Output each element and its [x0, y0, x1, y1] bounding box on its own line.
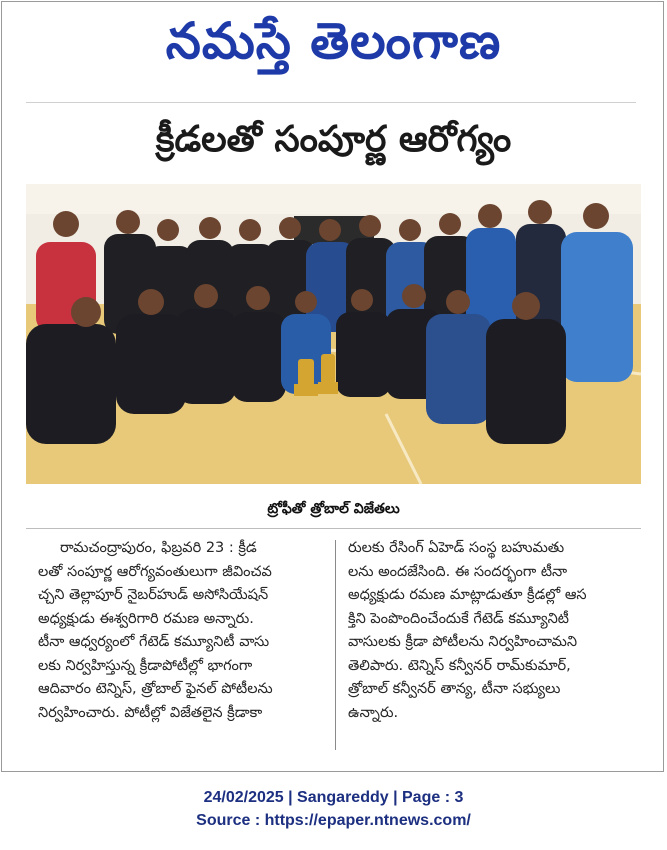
caption-rule — [26, 528, 641, 529]
masthead-title: నమస్తే తెలంగాణ — [165, 12, 502, 70]
body-line: అధ్యక్షుడు రమణ మాట్లాడుతూ క్రీడల్లో ఆస — [348, 587, 587, 603]
body-line: త్రోబాల్ కన్వీనర్ తాన్య, టీనా సభ్యులు — [348, 681, 561, 697]
body-line: తెలిపారు. టెన్నిస్ కన్వీనర్ రామ్‌కుమార్, — [348, 657, 571, 674]
source-footer — [0, 786, 667, 832]
body-line: లకు నిర్వహిస్తున్న క్రీడాపోటీల్లో భాగంగా — [38, 657, 253, 674]
body-line: చ్చని తెల్లాపూర్ నైబర్‌హుడ్ అసోసియేషన్ — [38, 587, 269, 603]
newspaper-clipping — [1, 1, 664, 772]
body-line: రామచంద్రాపురం, ఫిబ్రవరి 23 : క్రీడ — [60, 540, 257, 556]
article-headline: క్రీడలతో సంపూర్ణ ఆరోగ్యం — [155, 119, 512, 160]
body-line: లను అందజేసింది. ఈ సందర్భంగా టీనా — [348, 563, 568, 580]
body-line: ఆదివారం టెన్నిస్, త్రోబాల్ ఫైనల్ పోటీలను — [38, 681, 273, 697]
footer-source-link[interactable]: Source : https://epaper.ntnews.com/ — [196, 812, 471, 829]
article-column-right — [348, 537, 643, 725]
body-line: నిర్వహించారు. పోటీల్లో విజేతలైన క్రీడాకా — [38, 704, 263, 721]
body-line: అధ్యక్షుడు ఈశ్వరిగారి రమణ అన్నారు. — [38, 610, 254, 627]
team-photo — [26, 184, 641, 484]
footer-date-page: 24/02/2025 | Sangareddy | Page : 3 — [203, 789, 464, 806]
body-line: లతో సంపూర్ణ ఆరోగ్యవంతులుగా జీవించవ — [38, 563, 272, 580]
body-line: వాసులకు క్రీడా పోటీలను నిర్వహించామని — [348, 634, 578, 650]
masthead-rule — [26, 102, 636, 103]
body-line: రులకు రేసింగ్ ఏహెడ్ సంస్థ బహుమతు — [348, 540, 565, 556]
column-divider — [335, 540, 336, 750]
body-line: టీనా ఆధ్వర్యంలో గేటెడ్ కమ్యూనిటీ వాసు — [38, 634, 270, 650]
article-column-left — [38, 537, 328, 725]
photo-caption: ట్రోఫీతో త్రోబాల్ విజేతలు — [267, 501, 400, 517]
team-photo-illustration — [26, 184, 641, 484]
body-line: క్తిని పెంపొందించేందుకే గేటెడ్ కమ్యూనిటీ — [348, 610, 569, 627]
body-line: ఉన్నారు. — [348, 704, 399, 721]
